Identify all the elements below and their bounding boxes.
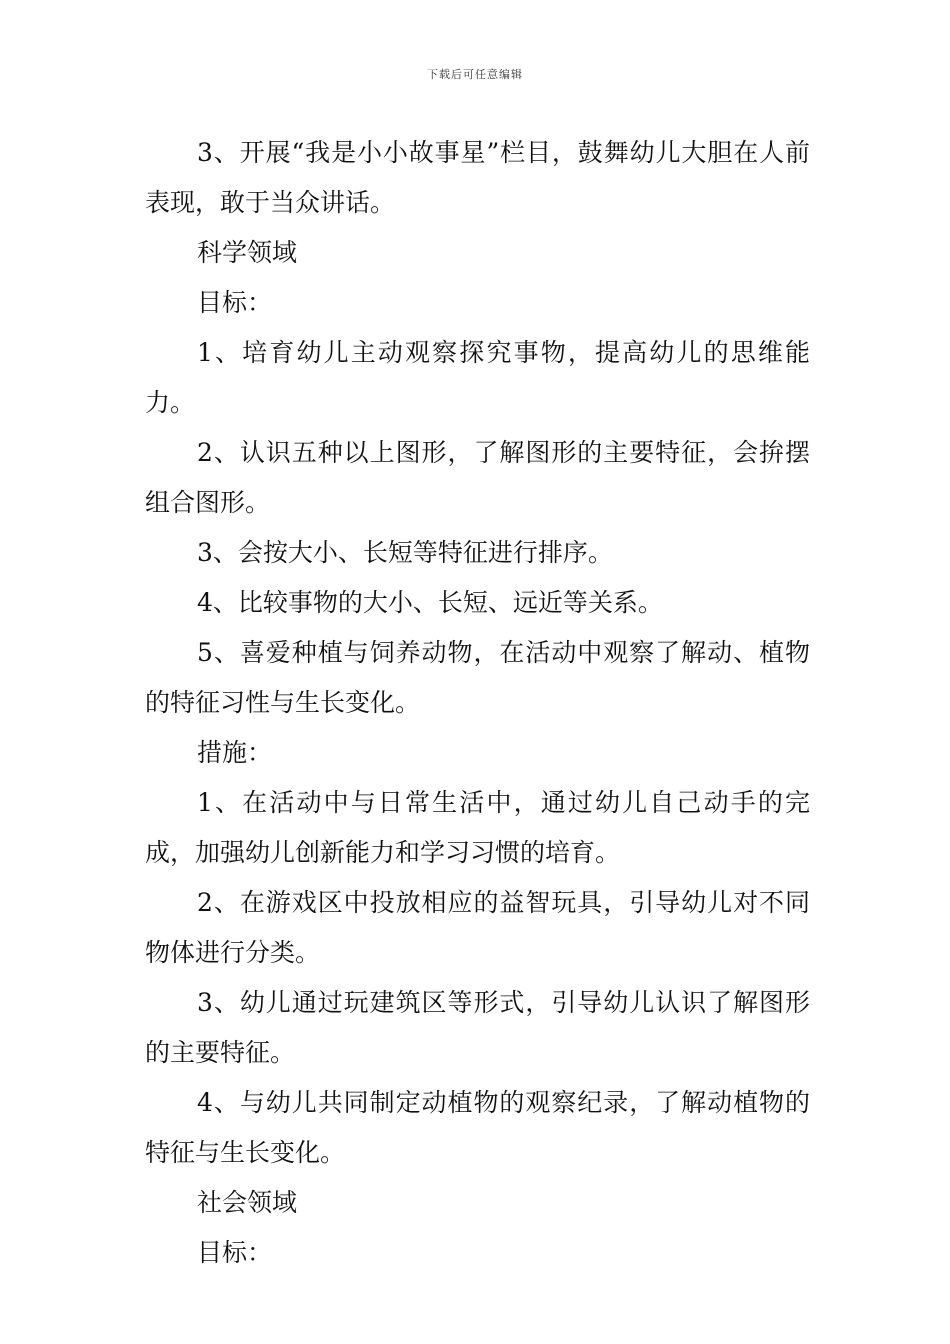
subheading: 目标： [197, 288, 273, 317]
paragraph: 2、认识五种以上图形，了解图形的主要特征，会拚摆组合图形。 [145, 438, 810, 517]
paragraph: 3、幼儿通过玩建筑区等形式，引导幼儿认识了解图形的主要特征。 [145, 988, 810, 1067]
document-body [145, 128, 810, 1278]
subheading: 目标： [197, 1238, 273, 1267]
section-heading: 社会领域 [197, 1188, 298, 1217]
paragraph: 1、培育幼儿主动观察探究事物，提高幼儿的思维能力。 [145, 338, 810, 417]
paragraph: 3、开展“我是小小故事星”栏目，鼓舞幼儿大胆在人前表现，敢于当众讲话。 [145, 138, 810, 217]
paragraph: 4、与幼儿共同制定动植物的观察纪录，了解动植物的特征与生长变化。 [145, 1088, 810, 1167]
section-heading: 科学领域 [197, 238, 298, 267]
paragraph: 3、会按大小、长短等特征进行排序。 [197, 538, 613, 567]
page-header-note: 下载后可任意编辑 [427, 68, 523, 81]
paragraph: 2、在游戏区中投放相应的益智玩具，引导幼儿对不同物体进行分类。 [145, 888, 810, 967]
paragraph: 1、在活动中与日常生活中，通过幼儿自己动手的完成，加强幼儿创新能力和学习习惯的培育。 [145, 788, 810, 867]
paragraph: 5、喜爱种植与饲养动物，在活动中观察了解动、植物的特征习性与生长变化。 [145, 638, 810, 717]
subheading: 措施： [197, 738, 273, 767]
paragraph: 4、比较事物的大小、长短、远近等关系。 [197, 588, 663, 617]
